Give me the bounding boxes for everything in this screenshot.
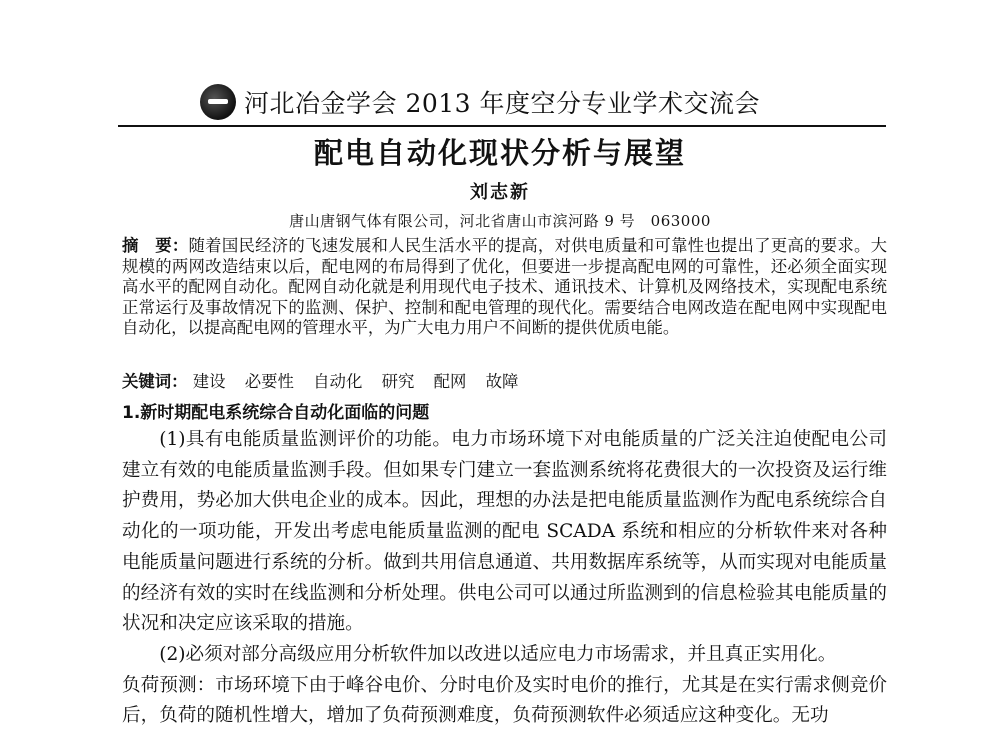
keyword-item: 故障: [485, 372, 519, 391]
keyword-item: 自动化: [313, 372, 363, 391]
section-body: [122, 425, 887, 732]
paragraph: (1)具有电能质量监测评价的功能。电力市场环境下对电能质量的广泛关注迫使配电公司建立有效的电能质量监测手段。但如果专门建立一套监测系统将花费很大的一次投资及运行维护费用，势必加大供电企业的成本。因此，理想的办法是把电能质量监测作为配电系统综合自动化的一项功能，开发出考虑电能质量监测的配电 SCADA 系统和相应的分析软件来对各种电能质量问题进行系统的分析。做到共用信息通道、共用数据库系统等，从而实现对电能质量的经济有效的实时在线监测和分析处理。供电公司可以通过所监测到的信息检验其电能质量的状况和决定应该采取的措施。: [122, 429, 887, 635]
keywords-label: 关键词：: [122, 372, 188, 391]
paragraph: 负荷预测：市场环境下由于峰谷电价、分时电价及实时电价的推行，尤其是在实行需求侧竞价后，负荷的随机性增大，增加了负荷预测难度，负荷预测软件必须适应这种变化。无功: [122, 674, 887, 727]
paper-affiliation: 唐山唐钢气体有限公司，河北省唐山市滨河路 9 号 063000: [289, 212, 711, 230]
paper-author: 刘志新: [470, 182, 530, 203]
paper-title: 配电自动化现状分析与展望: [313, 136, 686, 170]
keywords: [122, 372, 887, 392]
section-heading: 1.新时期配电系统综合自动化面临的问题: [122, 403, 430, 423]
keyword-item: 建设: [192, 372, 226, 391]
keyword-item: 必要性: [244, 372, 294, 391]
abstract: [122, 236, 887, 339]
keyword-item: 研究: [381, 372, 415, 391]
header-rule: [118, 125, 886, 127]
abstract-text: 随着国民经济的飞速发展和人民生活水平的提高，对供电质量和可靠性也提出了更高的要求。大规模的两网改造结束以后，配电网的布局得到了优化，但要进一步提高配电网的可靠性，还必须全面实现高水平的配网自动化。配网自动化就是利用现代电子技术、通讯技术、计算机及网络技术，实现配电系统正常运行及事故情况下的监测、保护、控制和配电管理的现代化。需要结合电网改造在配电网中实现配电自动化，以提高配电网的管理水平，为广大电力用户不间断的提供优质电能。: [122, 236, 888, 337]
conference-header-text: 河北冶金学会 2013 年度空分专业学术交流会: [244, 89, 761, 118]
conference-header: [200, 82, 760, 122]
keyword-item: 配网: [433, 372, 467, 391]
paragraph: (2)必须对部分高级应用分析软件加以改进以适应电力市场需求，并且真正实用化。: [159, 643, 837, 665]
abstract-label: 摘 要：: [122, 236, 189, 255]
society-logo-icon: [200, 84, 236, 120]
